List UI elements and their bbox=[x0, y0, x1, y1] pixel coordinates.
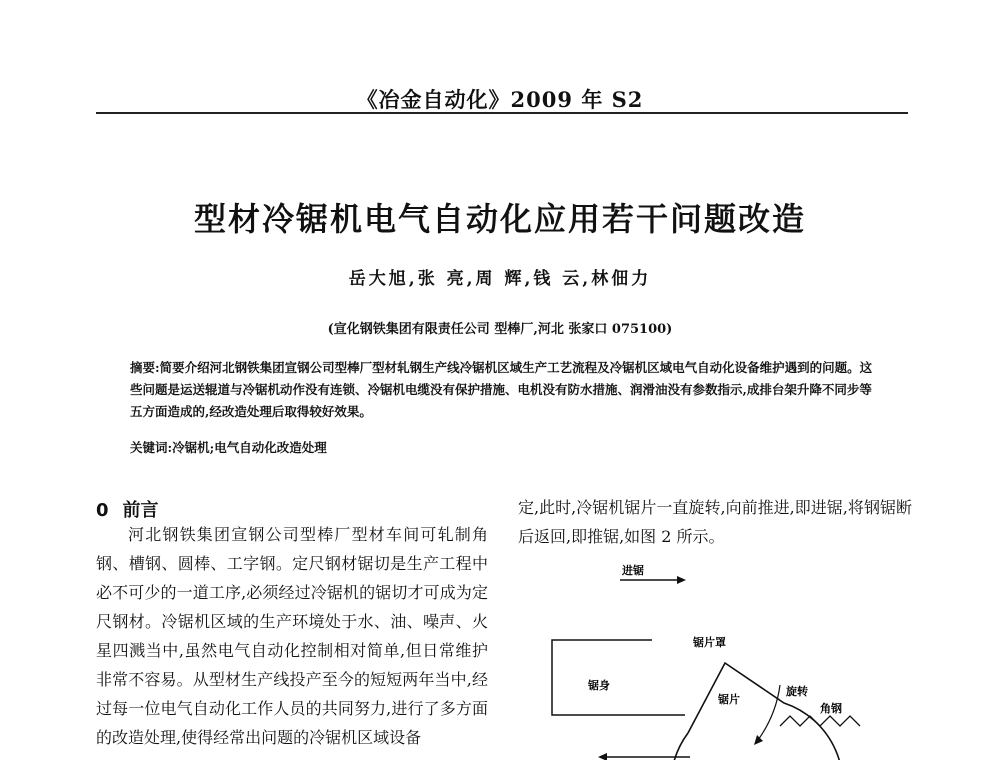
angle-steel-label: 角钢 bbox=[820, 702, 842, 715]
rotation-label: 旋转 bbox=[786, 685, 808, 698]
section-heading bbox=[96, 496, 159, 522]
section-number: 0 bbox=[96, 500, 109, 521]
saw-body-outline bbox=[552, 640, 685, 715]
blade-label: 锯片 bbox=[718, 693, 740, 706]
blade-cover-label: 锯片罩 bbox=[693, 636, 726, 649]
journal-header: 《冶金自动化》2009 年 S2 bbox=[356, 87, 644, 112]
header-rule bbox=[96, 112, 908, 114]
saw-body-label: 锯身 bbox=[588, 679, 610, 692]
section-body: 河北钢铁集团宣钢公司型棒厂型材车间可轧制角钢、槽钢、圆棒、工字钢。定尺钢材锯切是生产工程中必不可少的一道工序,必须经过冷锯机的锯切才可成为定尺钢材。冷锯机区域的生产环境处于水、油、噪声、火星四溅当中,虽然电气自动化控制相对简单,但日常维护非常不容易。从型材生产线投产至今的短短两年当中,经过每一位电气自动化工作人员的共同努力,进行了多方面的改造处理,使得经常出问题的冷锯机区域设备 bbox=[96, 525, 488, 747]
saw-diagram bbox=[540, 555, 900, 760]
paper-title: 型材冷锯机电气自动化应用若干问题改造 bbox=[193, 200, 806, 238]
keywords bbox=[130, 438, 878, 456]
section-title: 前言 bbox=[122, 500, 159, 521]
abstract-label: 摘要: bbox=[130, 360, 160, 375]
return-arrow-head bbox=[598, 753, 607, 760]
right-column-text: 定,此时,冷锯机锯片一直旋转,向前推进,即进锯,将钢锯断后返回,即推锯,如图 2 所示。 bbox=[518, 498, 912, 546]
paper-affiliation: (宣化钢铁集团有限责任公司 型棒厂,河北 张家口 075100) bbox=[327, 322, 673, 337]
abstract-text: 简要介绍河北钢铁集团宣钢公司型棒厂型材轧钢生产线冷锯机区域生产工艺流程及冷锯机区域电气自动化设备维护遇到的问题。这些问题是运送辊道与冷锯机动作没有连锁、冷锯机电缆没有保护措施、电机没有防水措施、润滑油没有参数指示,成排台架升降不同步等五方面造成的,经改造处理后取得较好效果。 bbox=[130, 360, 873, 419]
keywords-label: 关键词: bbox=[130, 440, 173, 455]
keywords-text: 冷锯机;电气自动化改造处理 bbox=[172, 440, 327, 455]
abstract bbox=[130, 357, 878, 423]
feed-arrow-head bbox=[677, 576, 686, 584]
feed-label: 进锯 bbox=[622, 564, 644, 577]
paper-authors: 岳大旭,张 亮,周 辉,钱 云,林佃力 bbox=[348, 269, 652, 289]
saw-diagram-svg bbox=[540, 555, 900, 760]
blade-cover-outline bbox=[671, 663, 843, 760]
